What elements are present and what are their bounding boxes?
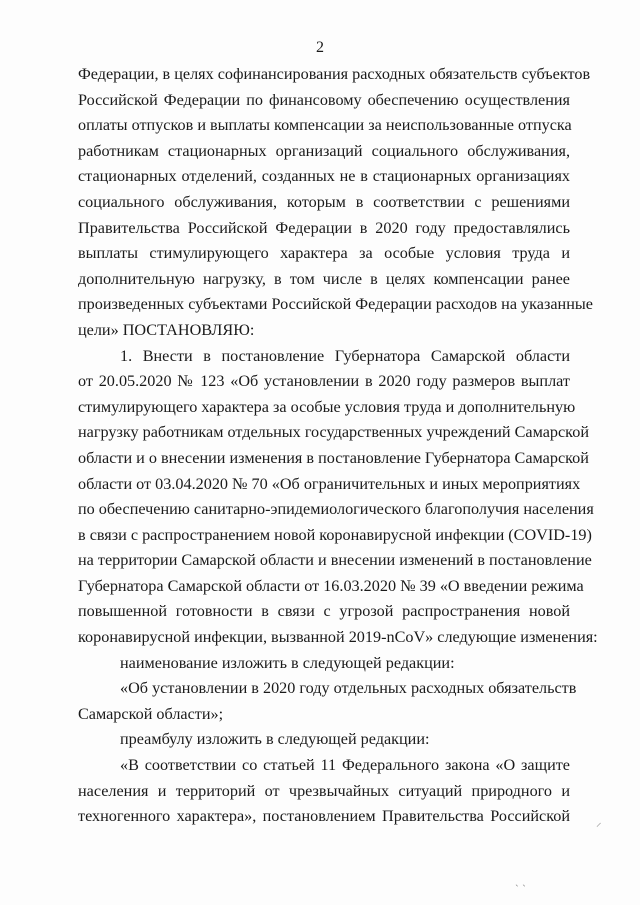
page-number: 2 <box>316 39 324 56</box>
text-line: в связи с распространением новой коронавирусной инфекции (COVID-19) <box>78 525 592 544</box>
text-line: от 20.05.2020 № 123 «Об установлении в 2020 году размеров выплат <box>78 372 570 391</box>
text-line: выплаты стимулирующего характера за особые условия труда и <box>78 244 570 263</box>
text-line: дополнительную нагрузку, в том числе в целях компенсации ранее <box>78 269 570 288</box>
text-line: населения и территорий от чрезвычайных ситуаций природного и <box>78 781 570 800</box>
text-line: стимулирующего характера за особые условия труда и дополнительную <box>78 397 576 416</box>
text-line: Губернатора Самарской области от 16.03.2020 № 39 «О введении режима <box>78 576 584 595</box>
text-line: преамбулу изложить в следующей редакции: <box>120 730 430 749</box>
text-line: работникам стационарных организаций социального обслуживания, <box>78 141 570 160</box>
text-line: наименование изложить в следующей редакции: <box>120 653 455 672</box>
text-line: Самарской области»; <box>78 704 224 723</box>
text-line: коронавирусной инфекции, вызванной 2019-nCoV» следующие изменения: <box>78 628 598 647</box>
text-line: произведенных субъектами Российской Федерации расходов на указанные <box>78 295 593 314</box>
text-line: области и о внесении изменения в постановление Губернатора Самарской <box>78 448 589 467</box>
text-line: техногенного характера», постановлением Правительства Российской <box>78 807 570 826</box>
text-line: стационарных отделений, созданных не в стационарных организациях <box>78 167 570 186</box>
text-line: «В соответствии со статьей 11 Федерального закона «О защите <box>120 756 570 775</box>
text-line: на территории Самарской области и внесении изменений в постановление <box>78 551 592 570</box>
scan-artifact-mark: ⸝ <box>596 816 602 829</box>
text-line: «Об установлении в 2020 году отдельных расходных обязательств <box>120 679 577 698</box>
text-line: 1. Внести в постановление Губернатора Самарской области <box>120 346 570 365</box>
text-line: по обеспечению санитарно-эпидемиологического благополучия населения <box>78 500 594 519</box>
text-line: Российской Федерации по финансовому обеспечению осуществления <box>78 90 570 109</box>
text-line: повышенной готовности в связи с угрозой распространения новой <box>78 602 570 621</box>
text-line: социального обслуживания, которым в соответствии с решениями <box>78 192 570 211</box>
document-body <box>78 62 598 830</box>
text-line: цели» ПОСТАНОВЛЯЮ: <box>78 320 255 339</box>
text-line: оплаты отпусков и выплаты компенсации за неиспользованные отпуска <box>78 116 572 135</box>
scan-artifact-mark: ˴ ˴ <box>515 878 526 891</box>
text-line: Федерации, в целях софинансирования расходных обязательств субъектов <box>78 65 591 83</box>
text-line: нагрузку работникам отдельных государственных учреждений Самарской <box>78 423 589 442</box>
text-line: Правительства Российской Федерации в 2020 году предоставлялись <box>78 218 570 237</box>
text-line: области от 03.04.2020 № 70 «Об ограничительных и иных мероприятиях <box>78 474 581 493</box>
